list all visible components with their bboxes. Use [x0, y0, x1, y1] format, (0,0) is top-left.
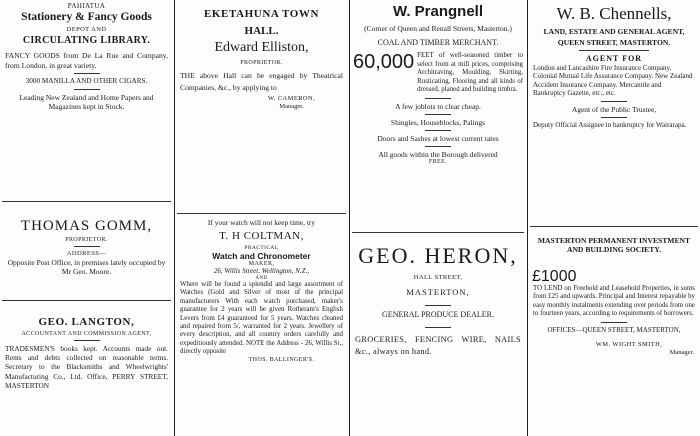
ad-divider [352, 232, 524, 233]
eketahuna-hall-ad [175, 8, 348, 111]
ad-sign-name: WM. WIGHT SMITH, [595, 340, 663, 348]
ad-body: TRADESMEN'S books kept. Accounts made out. Rents and debts collected on reasonable terms. Secretary to the Blacksmiths and Wheelwrights' Manufacturing Co., Ltd. Office, PERRY STREET, MASTERTON [5, 344, 168, 390]
ad-intro: If your watch will not keep time, try [207, 218, 316, 227]
column-1 [0, 0, 173, 436]
ad-agent-for: AGENT FOR [585, 54, 643, 63]
ad-contact-role: Manager. [279, 103, 304, 110]
ad-role: PROPRIETOR. [240, 60, 283, 66]
separator [74, 89, 100, 90]
ad-trade: Watch and Chronometer [212, 251, 311, 261]
ad-feet-text: FEET of well-seasoned timber to select from at mill prices, comprising Architraving, Moulding, Skirting, Rusticating, Flooring and all kinds of dressed, planed and building timbra. [417, 52, 523, 93]
ad-address: 26, Willis Street, Wellington, N.Z., [213, 267, 310, 275]
ad-trade: GENERAL PRODUCE DEALER. [382, 310, 494, 319]
ad-library: CIRCULATING LIBRARY. [22, 35, 151, 46]
ad-name: W. Prangnell [392, 3, 483, 20]
pahiatua-stationery-ad [0, 2, 173, 111]
ad-name: GEO. LANGTON, [38, 316, 135, 328]
ad-body: THE above Hall can be engaged by Theatrical Companies, &c., by applying to [180, 71, 343, 92]
ad-and: AND [255, 276, 268, 281]
ad-contact: W. CAMERON, [267, 95, 316, 102]
ad-title-line-1: EKETAHUNA TOWN [203, 8, 320, 20]
ad-name: GEO. HERON, [358, 243, 518, 268]
ad-joblots: A few joblots to clear cheap. [395, 101, 481, 111]
ad-delivery: All goods within the Borough delivered [378, 149, 498, 159]
separator [425, 130, 451, 131]
separator [601, 322, 627, 323]
ad-role: ACCOUNTANT AND COMMISSION AGENT, [21, 331, 152, 337]
coltman-watchmaker-ad [175, 218, 348, 363]
ad-address-label: ADDRESS— [66, 250, 107, 257]
separator [425, 114, 451, 115]
ad-papers: Leading New Zealand and Home Papers and Magazines kept in Stock. [19, 93, 154, 112]
separator [74, 73, 100, 74]
ad-agencies: London and Lancashire Fire Insurance Company. Colonial Mutual Life Assurance Company. New Zealand Accident Insurance Company. Mercantile and Bankruptcy Gazette, etc., etc. [533, 64, 693, 98]
prangnell-ad [350, 3, 526, 165]
ad-sign-role: Manager. [669, 348, 694, 356]
ad-title-line-2: HALL. [244, 25, 279, 37]
ad-cigars: 3000 MANILLA AND OTHER CIGARS. [25, 77, 148, 86]
ad-street: QUEEN STREET, MASTERTON. [557, 38, 671, 47]
ad-trade: LAND, ESTATE AND GENERAL AGENT, [543, 27, 685, 36]
ad-body: Where will be found a splendid and large assortment of Watches (Gold and Silver of most of the principal manufacturers With each watch purchased, maker's guarantee for 2 years will be given Rotheram's English Levers from £4 guaranteed for 5 years. Watches cleaned and repaired from 5/, warranted for 2 years. Jewellery of every description, and all country orders carefully and expeditiously attended. NOTE the Address - 26, Willis St., directly opposite [180, 281, 343, 356]
ad-fancy-goods-text: FANCY GOODS from De La Rue and Company, from London, in great variety. [5, 51, 168, 70]
separator [579, 50, 649, 51]
geo-langton-ad [0, 316, 173, 390]
column-3 [350, 0, 526, 436]
separator [601, 101, 627, 102]
ad-address: Opposite Post Office, in premises lately occupied by Mr Geo. Moore. [7, 258, 166, 276]
ad-divider [177, 213, 346, 214]
chennells-ad [528, 4, 700, 130]
ad-shingles: Shingles, Houseblocks, Palings [390, 117, 486, 127]
geo-heron-ad [350, 243, 526, 358]
separator [425, 146, 451, 147]
ad-name: W. B. Chennells, [556, 4, 672, 23]
ad-maker: MAKER, [248, 261, 275, 267]
ad-free: FREE. [428, 158, 448, 165]
ad-doors: Doors and Sashes at lowest current rates [377, 133, 499, 143]
separator [425, 98, 451, 99]
separator [425, 305, 451, 306]
separator [74, 340, 100, 341]
ad-title: MASTERTON PERMANENT INVESTMENT AND BUILDING SOCIETY. [537, 236, 691, 255]
ad-offices: OFFICES—QUEEN STREET, MASTERTON, [547, 325, 681, 334]
ad-depot: DEPOT AND [66, 26, 107, 33]
ad-amount: £1000 [532, 267, 577, 285]
ad-place: PAHIATUA [67, 2, 106, 10]
ad-trustee: Agent of the Public Trustee, [571, 104, 657, 114]
ad-practical: PRACTICAL [244, 245, 279, 251]
ad-last-line: THOS. BALLINGER'S. [248, 356, 315, 363]
thomas-gomm-ad [0, 218, 173, 276]
column-2 [175, 0, 348, 436]
ad-name: T. H COLTMAN, [219, 230, 304, 242]
ad-street: HALL STREET, [413, 274, 463, 281]
ad-town: MASTERTON, [406, 287, 470, 297]
separator [425, 327, 451, 328]
column-4 [528, 0, 700, 436]
ad-body: TO LEND on Freehold and Leasehold Properties, in sums from £25 and upwards. Principal and Interest repayable by easy monthly instalments extending over periods from one to fourteen years, according to requirements of borrowers. [533, 284, 695, 318]
ad-name: THOMAS GOMM, [20, 218, 153, 234]
separator [74, 246, 100, 247]
ad-divider [530, 226, 698, 227]
ad-divider [2, 201, 171, 202]
ad-role: PROPRIETOR. [65, 237, 108, 243]
ad-body: GROCERIES, FENCING WIRE, NAILS &c., always on hand. [355, 335, 521, 356]
ad-trade: COAL AND TIMBER MERCHANT. [377, 38, 499, 47]
ad-address: (Corner of Queen and Renall Streets, Masterton.) [364, 24, 512, 33]
ad-big-number: 60,000 [353, 51, 415, 73]
ad-owner: Edward Elliston, [214, 40, 309, 55]
ad-divider [2, 300, 171, 301]
ad-title: Stationery & Fancy Goods [21, 11, 152, 23]
ad-deputy: Deputy Official Assignee in bankruptcy for Wairarapa. [533, 120, 687, 129]
building-society-ad [528, 236, 700, 357]
separator [601, 117, 627, 118]
